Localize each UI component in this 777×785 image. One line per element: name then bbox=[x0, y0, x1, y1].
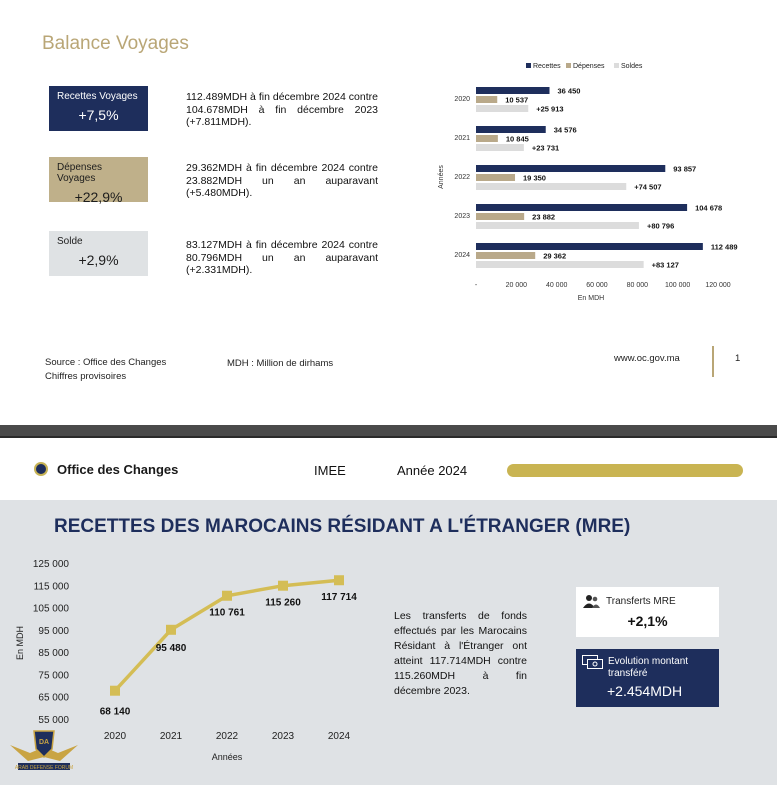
data-label: 19 350 bbox=[523, 173, 546, 183]
bar-soldes bbox=[476, 105, 528, 112]
data-label: 10 845 bbox=[505, 134, 529, 144]
category-label: 2022 bbox=[454, 174, 470, 181]
recettes-text: 112.489MDH à fin décembre 2024 contre 104.678MDH à fin décembre 2023 (+7.811MDH). bbox=[186, 91, 378, 128]
page-title: Balance Voyages bbox=[42, 33, 189, 54]
svg-text:DA: DA bbox=[38, 739, 50, 746]
data-point bbox=[334, 575, 344, 585]
doc-name: IMEE bbox=[314, 463, 346, 478]
x-axis-label: Années bbox=[211, 752, 243, 762]
data-point bbox=[166, 625, 176, 635]
legend-label: Dépenses bbox=[573, 63, 605, 70]
bar-recettes bbox=[476, 87, 550, 94]
data-label: 95 480 bbox=[155, 642, 187, 654]
chart-legend bbox=[526, 63, 643, 70]
x-tick-label: 60 000 bbox=[586, 282, 608, 289]
x-tick-label: 2020 bbox=[103, 731, 127, 742]
page-separator-line bbox=[0, 436, 777, 438]
category-label: 2021 bbox=[454, 135, 470, 142]
x-tick-label: - bbox=[474, 282, 478, 289]
x-tick-label: 2022 bbox=[215, 731, 239, 742]
solde-text: 83.127MDH à fin décembre 2024 contre 80.796MDH un an auparavant (+2.331MDH). bbox=[186, 239, 378, 276]
y-tick-label: 75 000 bbox=[38, 670, 69, 682]
data-label: +74 507 bbox=[634, 182, 662, 192]
data-label: 93 857 bbox=[673, 164, 697, 174]
section-title: RECETTES DES MAROCAINS RÉSIDANT A L'ÉTRANGER (MRE) bbox=[54, 516, 631, 537]
y-axis-label: Années bbox=[438, 165, 445, 189]
watermark-logo bbox=[8, 727, 80, 783]
source-note: Source : Office des Changes bbox=[45, 357, 167, 368]
category-label: 2024 bbox=[454, 252, 470, 259]
kpi-value: +2,9% bbox=[78, 252, 119, 268]
x-tick-label: 100 000 bbox=[665, 282, 691, 289]
bar-dépenses bbox=[476, 96, 497, 103]
evolution-card bbox=[576, 649, 719, 707]
card-label: Transferts MRE bbox=[606, 596, 676, 607]
data-point bbox=[110, 686, 120, 696]
y-axis-label: En MDH bbox=[15, 625, 25, 661]
org-name: Office des Changes bbox=[57, 462, 179, 477]
y-tick-label: 115 000 bbox=[33, 581, 69, 593]
data-label: 112 489 bbox=[710, 242, 738, 252]
y-tick-label: 55 000 bbox=[38, 715, 69, 726]
data-label: 29 362 bbox=[543, 251, 567, 261]
kpi-solde bbox=[49, 231, 148, 276]
kpi-label: Solde bbox=[57, 236, 83, 247]
data-label: 10 537 bbox=[505, 95, 529, 105]
kpi-label: Recettes Voyages bbox=[57, 91, 138, 102]
y-tick-label: 105 000 bbox=[32, 603, 69, 615]
unit-note: MDH : Million de dirhams bbox=[227, 358, 334, 369]
card-label: Evolution montant transféré bbox=[608, 656, 689, 679]
data-point bbox=[222, 591, 232, 601]
bar-recettes bbox=[476, 165, 665, 172]
card-value: +2.454MDH bbox=[607, 683, 683, 699]
y-tick-label: 65 000 bbox=[38, 692, 69, 704]
provisional-note: Chiffres provisoires bbox=[45, 371, 127, 382]
data-label: 23 882 bbox=[532, 212, 556, 222]
x-axis-label: En MDH bbox=[577, 295, 605, 302]
data-point bbox=[278, 581, 288, 591]
website-link[interactable]: www.oc.gov.ma bbox=[614, 353, 680, 364]
bar-chart bbox=[420, 55, 740, 310]
office-logo-icon bbox=[34, 462, 48, 476]
x-tick-label: 80 000 bbox=[626, 282, 649, 289]
bar-soldes bbox=[476, 261, 644, 268]
page-number: 1 bbox=[735, 353, 741, 364]
data-label: +25 913 bbox=[536, 104, 564, 114]
mre-body-text: Les transferts de fonds effectués par les Marocains Résidant à l'Étranger ont atteint 117.714MDH contre 115.260MDH à fin décembre 2023. bbox=[394, 610, 527, 697]
footer-divider bbox=[712, 346, 714, 377]
x-tick-label: 40 000 bbox=[545, 282, 568, 289]
y-tick-label: 85 000 bbox=[38, 648, 69, 660]
data-label: 115 260 bbox=[265, 597, 301, 609]
doc-year: Année 2024 bbox=[397, 463, 468, 478]
card-value: +2,1% bbox=[627, 613, 668, 629]
data-label: 110 761 bbox=[209, 607, 245, 619]
x-tick-label: 2021 bbox=[159, 731, 183, 742]
svg-text:ARAB DEFENSE FORUM: ARAB DEFENSE FORUM bbox=[14, 765, 74, 771]
data-label: 36 450 bbox=[557, 86, 581, 96]
bar-recettes bbox=[476, 243, 703, 250]
category-label: 2020 bbox=[454, 96, 470, 103]
people-icon bbox=[583, 594, 600, 608]
bar-dépenses bbox=[476, 213, 524, 220]
x-tick-label: 120 000 bbox=[705, 282, 731, 289]
legend-label: Recettes bbox=[533, 63, 561, 70]
kpi-value: +7,5% bbox=[78, 107, 119, 123]
x-tick-label: 2023 bbox=[271, 731, 295, 742]
bar-recettes bbox=[476, 204, 687, 211]
kpi-label: Dépenses Voyages bbox=[57, 162, 103, 184]
kpi-recettes bbox=[49, 86, 148, 131]
legend-label: Soldes bbox=[621, 63, 643, 70]
x-tick-label: 2024 bbox=[327, 731, 351, 742]
legend-swatch bbox=[614, 63, 619, 68]
bar-soldes bbox=[476, 183, 626, 190]
y-tick-label: 125 000 bbox=[32, 559, 69, 570]
transfers-card bbox=[576, 587, 719, 637]
data-label: 104 678 bbox=[695, 203, 723, 213]
bar-soldes bbox=[476, 144, 524, 151]
bar-soldes bbox=[476, 222, 639, 229]
header-accent-bar bbox=[507, 464, 743, 477]
legend-swatch bbox=[566, 63, 571, 68]
category-label: 2023 bbox=[454, 213, 470, 220]
x-tick-label: 20 000 bbox=[505, 282, 528, 289]
data-label: +80 796 bbox=[646, 221, 675, 231]
bar-recettes bbox=[476, 126, 546, 133]
kpi-depenses bbox=[49, 157, 148, 205]
kpi-value: +22,9% bbox=[74, 189, 123, 205]
data-label: +23 731 bbox=[531, 143, 560, 153]
bar-dépenses bbox=[476, 135, 498, 142]
bar-dépenses bbox=[476, 174, 515, 181]
data-label: 117 714 bbox=[321, 592, 357, 604]
data-label: 34 576 bbox=[553, 125, 577, 135]
money-icon bbox=[582, 655, 604, 669]
y-tick-label: 95 000 bbox=[38, 625, 69, 637]
legend-swatch bbox=[526, 63, 531, 68]
bar-dépenses bbox=[476, 252, 535, 259]
data-label: +83 127 bbox=[651, 260, 679, 270]
depenses-text: 29.362MDH à fin décembre 2024 contre 23.882MDH un an auparavant (+5.480MDH). bbox=[186, 162, 378, 199]
data-label: 68 140 bbox=[99, 706, 131, 718]
